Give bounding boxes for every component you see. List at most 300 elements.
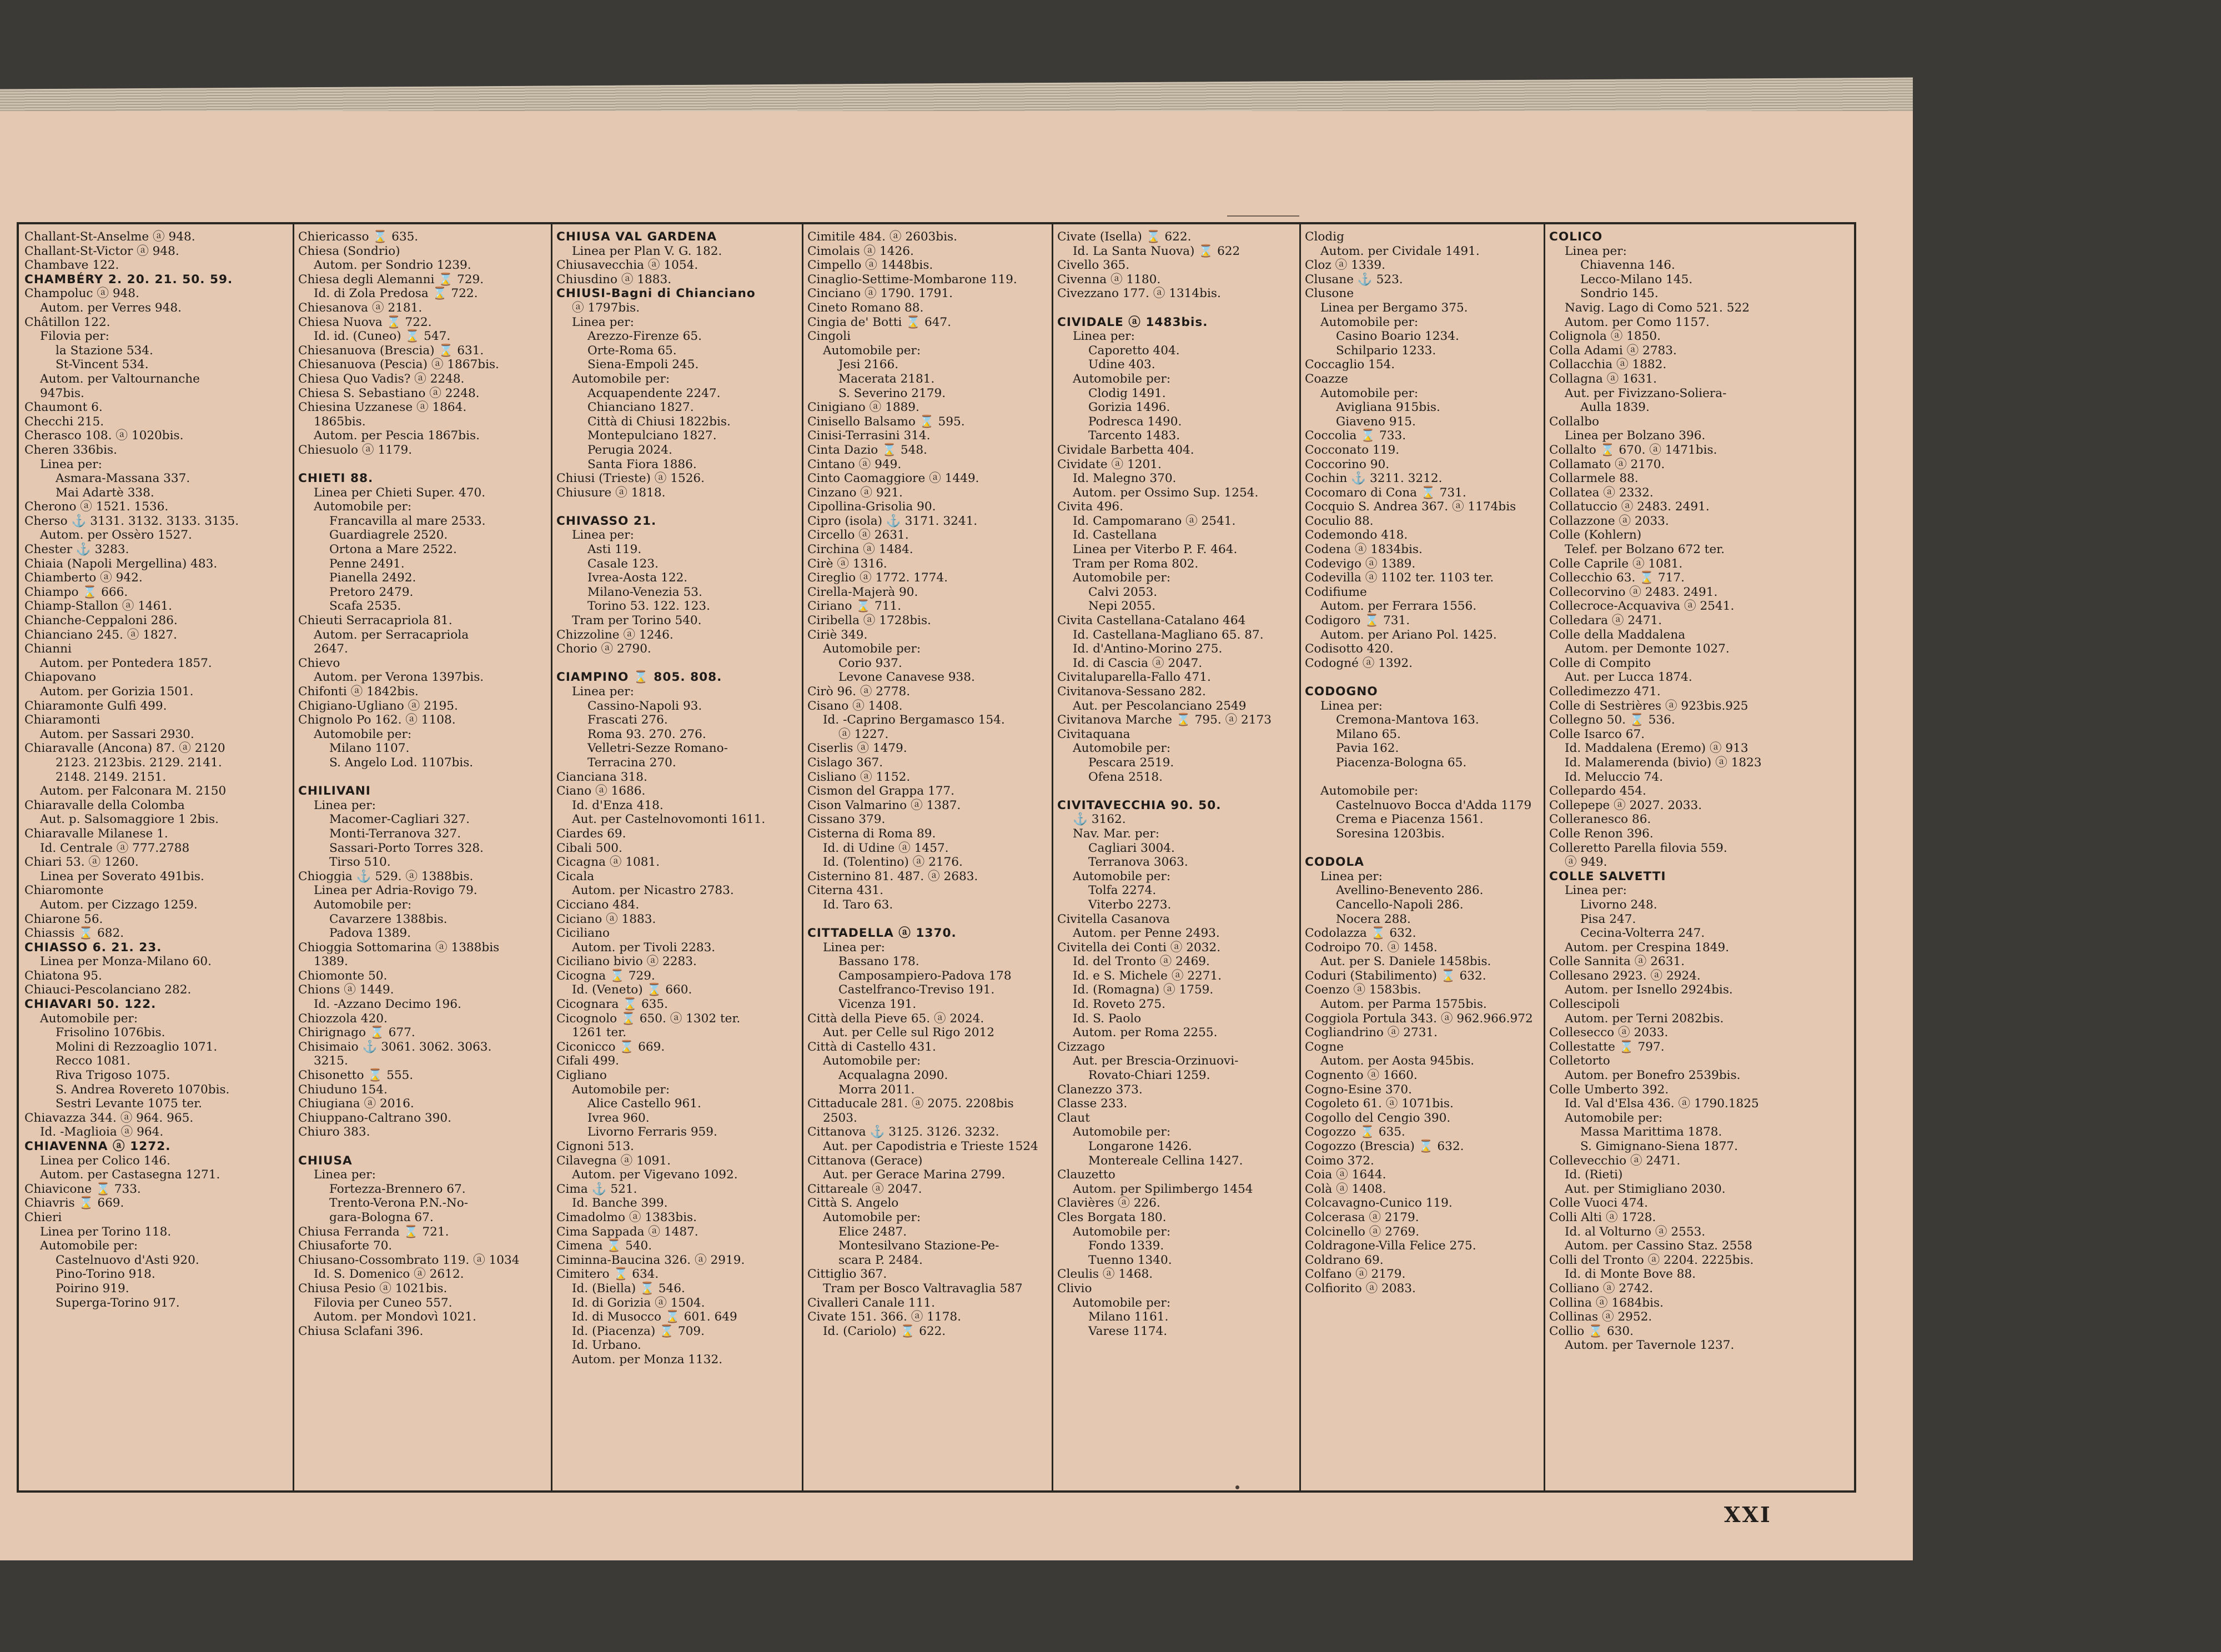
index-entry: Linea per: xyxy=(1320,869,1383,883)
index-entry: Cheren 336bis. xyxy=(24,443,117,457)
index-entry: Id. e S. Michele ⓐ 2271. xyxy=(1073,968,1222,983)
index-entry: 2148. 2149. 2151. xyxy=(56,770,167,784)
index-entry: Cittareale ⓐ 2047. xyxy=(807,1182,922,1196)
index-entry xyxy=(1057,784,1298,799)
index-entry: Linea per Adria-Rovigo 79. xyxy=(314,883,478,898)
index-entry: Chirignago ⌛ 677. xyxy=(298,1026,415,1040)
index-entry: Milano 1161. xyxy=(1088,1310,1169,1324)
index-entry: Terranova 3063. xyxy=(1088,855,1188,870)
index-entry: Id. Urbano. xyxy=(572,1338,641,1353)
index-entry: Colleranesco 86. xyxy=(1549,812,1651,827)
index-entry: Cingoli xyxy=(807,329,851,344)
index-entry: Linea per: xyxy=(823,940,885,955)
index-entry: Filovia per: xyxy=(40,329,109,344)
index-entry: Cicagna ⓐ 1081. xyxy=(556,855,660,870)
index-entry: Clodig 1491. xyxy=(1088,386,1166,400)
index-column-7 xyxy=(1549,230,1838,1486)
index-entry: Chiarone 56. xyxy=(24,912,103,926)
index-entry: St-Vincent 534. xyxy=(56,358,149,372)
index-entry: Cogne xyxy=(1305,1040,1344,1054)
index-entry: Chiesina Uzzanese ⓐ 1864. xyxy=(298,400,467,415)
index-entry: Automobile per: xyxy=(823,1210,921,1224)
index-entry: Montepulciano 1827. xyxy=(587,429,717,443)
index-entry: S. Gimignano-Siena 1877. xyxy=(1580,1139,1738,1153)
index-entry: Colli Alti ⓐ 1728. xyxy=(1549,1210,1656,1224)
index-entry: Automobile per: xyxy=(1073,741,1171,756)
index-entry: Colfano ⓐ 2179. xyxy=(1305,1267,1406,1282)
index-entry: Clusane ⚓ 523. xyxy=(1305,272,1403,287)
index-entry: ⚓ 3162. xyxy=(1073,812,1126,827)
index-entry: Colledimezzo 471. xyxy=(1549,685,1661,699)
index-entry: Codisotto 420. xyxy=(1305,642,1394,656)
index-entry: Id. di Gorizia ⓐ 1504. xyxy=(572,1296,705,1310)
index-entry: Terracina 270. xyxy=(587,755,676,770)
index-entry: Citerna 431. xyxy=(807,883,883,898)
index-entry: Collina ⓐ 1684bis. xyxy=(1549,1296,1664,1310)
index-entry: Chianche-Ceppaloni 286. xyxy=(24,614,178,628)
index-entry: Cingia de' Botti ⌛ 647. xyxy=(807,315,952,329)
index-entry: Pavia 162. xyxy=(1336,741,1399,756)
index-entry: Massa Marittima 1878. xyxy=(1580,1125,1722,1139)
index-entry: Cintano ⓐ 949. xyxy=(807,457,902,471)
index-entry: Chiusa Ferranda ⌛ 721. xyxy=(298,1224,449,1239)
index-entry: Id. (Piacenza) ⌛ 709. xyxy=(572,1324,705,1338)
column-divider xyxy=(802,224,803,1490)
index-entry: Id. Banche 399. xyxy=(572,1196,668,1211)
index-entry: Cleulis ⓐ 1468. xyxy=(1057,1267,1153,1282)
index-entry: Cittaducale 281. ⓐ 2075. 2208bis xyxy=(807,1097,1014,1111)
index-entry xyxy=(1305,841,1541,856)
index-entry: Linea per Chieti Super. 470. xyxy=(314,485,486,500)
index-entry: Cittanova (Gerace) xyxy=(807,1153,923,1168)
index-entry: Chiaromonte xyxy=(24,883,104,898)
index-entry: Aut. per Celle sul Rigo 2012 xyxy=(823,1026,995,1040)
index-entry: Cinisi-Terrasini 314. xyxy=(807,429,931,443)
index-entry: Cogoleto 61. ⓐ 1071bis. xyxy=(1305,1097,1454,1111)
index-entry: Autom. per Crespina 1849. xyxy=(1565,940,1730,955)
index-entry: Chisimaio ⚓ 3061. 3062. 3063. xyxy=(298,1040,492,1054)
index-entry: Autom. per Demonte 1027. xyxy=(1565,642,1730,656)
index-entry: Pino-Torino 918. xyxy=(56,1267,155,1282)
index-entry: Civitella Casanova xyxy=(1057,912,1170,926)
index-entry xyxy=(298,770,548,785)
index-entry: Chignolo Po 162. ⓐ 1108. xyxy=(298,713,456,727)
index-entry: Montesilvano Stazione-Pe- xyxy=(838,1239,999,1253)
index-entry: scara P. 2484. xyxy=(838,1253,923,1267)
index-entry: Cittanova ⚓ 3125. 3126. 3232. xyxy=(807,1125,999,1139)
index-entry: Chiesanuova (Brescia) ⌛ 631. xyxy=(298,343,484,358)
index-entry: Avigliana 915bis. xyxy=(1336,400,1440,415)
index-entry: Macerata 2181. xyxy=(838,371,935,386)
page-number: XXI xyxy=(1724,1502,1772,1527)
index-heading: CITTADELLA ⓐ 1370. xyxy=(807,926,957,941)
index-entry: Civate 151. 366. ⓐ 1178. xyxy=(807,1310,961,1324)
index-entry: Aut. p. Salsomaggiore 1 2bis. xyxy=(40,812,219,827)
index-entry: Automobile per: xyxy=(572,371,670,386)
index-entry: Codena ⓐ 1834bis. xyxy=(1305,543,1423,557)
index-entry: Acquapendente 2247. xyxy=(587,386,721,400)
index-entry: Siena-Empoli 245. xyxy=(587,358,699,372)
index-entry: Automobile per: xyxy=(572,1082,670,1097)
index-entry: Claut xyxy=(1057,1111,1090,1125)
index-entry: Chiericasso ⌛ 635. xyxy=(298,230,419,244)
index-entry: Id. di Udine ⓐ 1457. xyxy=(823,841,949,855)
index-entry: Chifonti ⓐ 1842bis. xyxy=(298,685,419,699)
index-entry: Chianciano 245. ⓐ 1827. xyxy=(24,627,177,642)
index-entry: Giaveno 915. xyxy=(1336,414,1416,429)
index-entry: Collinas ⓐ 2952. xyxy=(1549,1310,1652,1324)
index-entry: Autom. per Cizzago 1259. xyxy=(40,897,198,912)
index-entry: Colignola ⓐ 1850. xyxy=(1549,329,1661,344)
index-entry: Automobile per: xyxy=(1073,869,1171,883)
index-entry: Chiusavecchia ⓐ 1054. xyxy=(556,258,699,273)
index-entry: Linea per: xyxy=(572,315,634,329)
index-entry: Cassino-Napoli 93. xyxy=(587,699,702,713)
index-entry: Livorno 248. xyxy=(1580,897,1657,912)
index-entry: Chiaia (Napoli Mergellina) 483. xyxy=(24,556,218,571)
index-entry: Cimitile 484. ⓐ 2603bis. xyxy=(807,230,957,244)
index-entry: Autom. per Parma 1575bis. xyxy=(1320,997,1487,1012)
index-entry: Collatuccio ⓐ 2483. 2491. xyxy=(1549,500,1710,514)
index-entry: Camposampiero-Padova 178 xyxy=(838,968,1012,983)
index-entry: ⓐ 949. xyxy=(1565,855,1607,870)
index-entry: ⓐ 1797bis. xyxy=(572,300,640,315)
index-entry: Civitaluparella-Fallo 471. xyxy=(1057,670,1211,685)
index-entry: Autom. per Serracapriola xyxy=(314,627,469,642)
index-entry: 2123. 2123bis. 2129. 2141. xyxy=(56,755,222,770)
index-entry: Id. (Biella) ⌛ 546. xyxy=(572,1281,685,1296)
index-entry: Asti 119. xyxy=(587,543,642,557)
index-entry: Ciserlis ⓐ 1479. xyxy=(807,741,907,756)
index-entry: Macomer-Cagliari 327. xyxy=(329,812,470,827)
index-entry: Coazze xyxy=(1305,371,1348,386)
index-entry: Tirso 510. xyxy=(329,855,391,870)
index-entry: Autom. per Cassino Staz. 2558 xyxy=(1565,1239,1752,1253)
index-entry: Collalbo xyxy=(1549,414,1599,429)
index-entry: Autom. per Penne 2493. xyxy=(1073,926,1220,941)
index-entry: Collepardo 454. xyxy=(1549,784,1646,799)
index-entry: Id. (Rieti) xyxy=(1565,1168,1623,1182)
index-entry: Collevecchio ⓐ 2471. xyxy=(1549,1153,1681,1168)
index-entry: Chiesa S. Sebastiano ⓐ 2248. xyxy=(298,386,480,400)
index-entry: Id. S. Paolo xyxy=(1073,1011,1142,1026)
index-heading: CHIVASSO 21. xyxy=(556,514,657,528)
index-entry: Autom. per Castasegna 1271. xyxy=(40,1168,220,1182)
index-entry: Chiusa Sclafani 396. xyxy=(298,1324,424,1338)
index-entry xyxy=(556,500,800,514)
index-entry: Chiusaforte 70. xyxy=(298,1239,393,1253)
index-entry: Chiaramonte Gulfi 499. xyxy=(24,699,167,713)
index-entry: Perugia 2024. xyxy=(587,443,672,457)
index-entry: Id. d'Antino-Morino 275. xyxy=(1073,642,1223,656)
index-entry: Automobile per: xyxy=(314,500,412,514)
index-entry: Id. (Romagna) ⓐ 1759. xyxy=(1073,983,1214,997)
column-divider xyxy=(551,224,552,1490)
index-entry: Fortezza-Brennero 67. xyxy=(329,1182,466,1196)
index-entry: Colà ⓐ 1408. xyxy=(1305,1182,1386,1196)
index-entry: Cocomaro di Cona ⌛ 731. xyxy=(1305,485,1466,500)
index-entry: Cilavegna ⓐ 1091. xyxy=(556,1153,671,1168)
index-entry: Chieri xyxy=(24,1210,62,1224)
index-entry: Cicciano 484. xyxy=(556,897,640,912)
index-entry: Codemondo 418. xyxy=(1305,528,1408,543)
index-entry: Chiesa (Sondrio) xyxy=(298,244,400,258)
index-entry: Coenzo ⓐ 1583bis. xyxy=(1305,983,1421,997)
index-entry: Cogno-Esine 370. xyxy=(1305,1082,1412,1097)
index-entry: Frascati 276. xyxy=(587,713,668,727)
index-entry: Piacenza-Bologna 65. xyxy=(1336,755,1467,770)
index-entry: Colli del Tronto ⓐ 2204. 2225bis. xyxy=(1549,1253,1754,1267)
index-heading: COLLE SALVETTI xyxy=(1549,869,1666,883)
index-entry: Varese 1174. xyxy=(1088,1324,1168,1338)
index-column-4 xyxy=(807,230,1049,1486)
index-entry: Chiatona 95. xyxy=(24,968,102,983)
index-entry: Codifiume xyxy=(1305,585,1367,599)
index-entry: Linea per: xyxy=(1320,699,1383,713)
index-entry: Cles Borgata 180. xyxy=(1057,1210,1167,1224)
index-entry: Cisano ⓐ 1408. xyxy=(807,699,903,713)
index-entry: Châtillon 122. xyxy=(24,315,110,329)
index-heading: CHIUSI-Bagni di Chianciano xyxy=(556,287,756,301)
index-entry: Chizzoline ⓐ 1246. xyxy=(556,627,674,642)
index-column-3 xyxy=(556,230,800,1486)
index-entry: Calvi 2053. xyxy=(1088,585,1158,599)
index-entry: Cavarzere 1388bis. xyxy=(329,912,448,926)
index-entry: 1261 ter. xyxy=(572,1026,627,1040)
index-entry: Linea per: xyxy=(1565,883,1627,898)
index-entry: Automobile per: xyxy=(1073,371,1171,386)
index-entry: ⓐ 1227. xyxy=(838,727,889,741)
index-entry: Automobile per: xyxy=(823,343,921,358)
index-entry: Colle della Maddalena xyxy=(1549,627,1686,642)
index-entry: Cinta Dazio ⌛ 548. xyxy=(807,443,927,457)
index-entry: Linea per: xyxy=(40,457,102,471)
index-entry: Linea per Soverato 491bis. xyxy=(40,869,204,883)
index-entry: Avellino-Benevento 286. xyxy=(1336,883,1484,898)
index-entry: Bassano 178. xyxy=(838,955,919,969)
index-entry: Colliano ⓐ 2742. xyxy=(1549,1281,1654,1296)
index-entry: Poirino 919. xyxy=(56,1281,129,1296)
index-entry: Automobile per: xyxy=(823,1054,921,1068)
index-entry: Circello ⓐ 2631. xyxy=(807,528,909,543)
index-entry: Linea per: xyxy=(314,1168,376,1182)
index-entry: Cogozzo ⌛ 635. xyxy=(1305,1125,1405,1139)
index-entry: Aut. per S. Daniele 1458bis. xyxy=(1320,955,1491,969)
index-entry: Pescara 2519. xyxy=(1088,755,1174,770)
index-entry: Chambave 122. xyxy=(24,258,119,273)
index-entry: Linea per: xyxy=(1073,329,1135,344)
index-entry: Cogozzo (Brescia) ⌛ 632. xyxy=(1305,1139,1464,1153)
index-entry: Chiusdino ⓐ 1883. xyxy=(556,272,672,287)
index-entry: Cifali 499. xyxy=(556,1054,620,1068)
index-entry: Linea per Plan V. G. 182. xyxy=(572,244,722,258)
index-entry: Colle Isarco 67. xyxy=(1549,727,1645,741)
index-entry: Chiusano-Cossombrato 119. ⓐ 1034 xyxy=(298,1253,520,1267)
index-entry: Vicenza 191. xyxy=(838,997,917,1012)
index-entry: Asmara-Massana 337. xyxy=(56,471,190,486)
index-entry: Id. Val d'Elsa 436. ⓐ 1790.1825 xyxy=(1565,1097,1759,1111)
index-entry: Linea per: xyxy=(314,798,376,812)
index-entry: Cinigiano ⓐ 1889. xyxy=(807,400,919,415)
index-entry: Cinisello Balsamo ⌛ 595. xyxy=(807,414,965,429)
index-entry: Aut. per Lucca 1874. xyxy=(1565,670,1692,685)
index-entry: Linea per Torino 118. xyxy=(40,1224,172,1239)
index-entry: Chiapovano xyxy=(24,670,97,685)
index-entry: Chorio ⓐ 2790. xyxy=(556,642,651,656)
index-entry: Cherso ⚓ 3131. 3132. 3133. 3135. xyxy=(24,514,239,528)
index-entry: Chieuti Serracapriola 81. xyxy=(298,614,453,628)
index-entry: Id. Maddalena (Eremo) ⓐ 913 xyxy=(1565,741,1748,756)
index-entry: Collazzone ⓐ 2033. xyxy=(1549,514,1669,528)
index-entry: Morra 2011. xyxy=(838,1082,915,1097)
index-heading: CHIAVENNA ⓐ 1272. xyxy=(24,1139,171,1153)
station-index-table xyxy=(17,222,1856,1493)
index-entry: Autom. per Isnello 2924bis. xyxy=(1565,983,1733,997)
index-entry: Coimo 372. xyxy=(1305,1153,1374,1168)
index-entry: Aut. per Castelnovomonti 1611. xyxy=(572,812,766,827)
index-entry: Id. (Cariolo) ⌛ 622. xyxy=(823,1324,946,1338)
index-entry: Civalleri Canale 111. xyxy=(807,1296,935,1310)
index-heading: COLICO xyxy=(1549,230,1603,244)
index-entry: Collamato ⓐ 2170. xyxy=(1549,457,1665,471)
index-entry: Colla Adami ⓐ 2783. xyxy=(1549,343,1677,358)
index-entry: Ciciano ⓐ 1883. xyxy=(556,912,656,926)
index-entry: Ofena 2518. xyxy=(1088,770,1163,784)
index-entry: Collepepe ⓐ 2027. 2033. xyxy=(1549,798,1702,812)
index-entry: Arezzo-Firenze 65. xyxy=(587,329,702,344)
index-entry: Cimadolmo ⓐ 1383bis. xyxy=(556,1210,697,1224)
index-entry: Cima ⚓ 521. xyxy=(556,1182,637,1196)
index-entry: Classe 233. xyxy=(1057,1097,1128,1111)
index-entry: Cianciana 318. xyxy=(556,770,647,784)
index-entry: Clivio xyxy=(1057,1281,1092,1296)
index-entry: Cinaglio-Settime-Mombarone 119. xyxy=(807,272,1017,287)
index-entry: Elice 2487. xyxy=(838,1224,907,1239)
index-entry: Id. -Maglioia ⓐ 964. xyxy=(40,1125,164,1139)
index-entry: Pretoro 2479. xyxy=(329,585,414,599)
index-entry: Chiusi (Trieste) ⓐ 1526. xyxy=(556,471,705,486)
index-entry: Chiugiana ⓐ 2016. xyxy=(298,1097,414,1111)
index-entry: Chiesanova ⓐ 2181. xyxy=(298,300,423,315)
index-entry: Collacchia ⓐ 1882. xyxy=(1549,358,1667,372)
index-entry xyxy=(1057,301,1298,315)
index-entry: Cisliano ⓐ 1152. xyxy=(807,770,911,784)
index-entry: Sassari-Porto Torres 328. xyxy=(329,841,484,855)
index-entry: Autom. per Spilimbergo 1454 xyxy=(1073,1182,1253,1196)
index-entry: Coduri (Stabilimento) ⌛ 632. xyxy=(1305,968,1486,983)
index-entry: Cremona-Mantova 163. xyxy=(1336,713,1479,727)
index-entry: Viterbo 2273. xyxy=(1088,897,1172,912)
index-entry: Aut. per Stimigliano 2030. xyxy=(1565,1182,1726,1196)
index-entry: Chianciano 1827. xyxy=(587,400,694,415)
index-entry: Filovia per Cuneo 557. xyxy=(314,1296,453,1310)
index-entry: Id. Campomarano ⓐ 2541. xyxy=(1073,514,1236,528)
index-entry: Autom. per Falconara M. 2150 xyxy=(40,784,227,799)
index-entry: Linea per: xyxy=(572,528,634,543)
index-entry xyxy=(1305,770,1541,785)
index-entry: Colletorto xyxy=(1549,1054,1610,1068)
index-entry: Coccaglio 154. xyxy=(1305,358,1395,372)
index-entry: Coia ⓐ 1644. xyxy=(1305,1168,1386,1182)
index-entry: Automobile per: xyxy=(1320,386,1419,400)
index-entry: Chievo xyxy=(298,656,340,670)
index-entry xyxy=(1305,670,1541,685)
index-entry: Collio ⌛ 630. xyxy=(1549,1324,1634,1338)
index-entry: Checchi 215. xyxy=(24,414,104,429)
index-entry: Clavières ⓐ 226. xyxy=(1057,1196,1160,1211)
index-entry: Chiesa Quo Vadis? ⓐ 2248. xyxy=(298,371,465,386)
index-entry: Autom. per Sassari 2930. xyxy=(40,727,194,741)
index-entry: Autom. per Ossèro 1527. xyxy=(40,528,192,543)
index-column-1 xyxy=(24,230,290,1486)
index-entry: Cecina-Volterra 247. xyxy=(1580,926,1705,941)
index-entry: Cinto Caomaggiore ⓐ 1449. xyxy=(807,471,979,486)
index-entry: Ciriano ⌛ 711. xyxy=(807,599,902,614)
index-entry: Id. Meluccio 74. xyxy=(1565,770,1664,784)
index-entry: Castelnuovo Bocca d'Adda 1179 xyxy=(1336,798,1532,812)
column-divider xyxy=(293,224,294,1490)
index-entry: Cividale Barbetta 404. xyxy=(1057,443,1194,457)
book-page xyxy=(0,111,1913,1560)
index-entry: Penne 2491. xyxy=(329,556,405,571)
index-entry: Autom. per Verona 1397bis. xyxy=(314,670,484,685)
index-heading: CHAMBÉRY 2. 20. 21. 50. 59. xyxy=(24,272,233,287)
index-entry: Fondo 1339. xyxy=(1088,1239,1164,1253)
index-heading: CHIAVARI 50. 122. xyxy=(24,997,157,1012)
index-entry: Pianella 2492. xyxy=(329,571,416,585)
index-entry: Challant-St-Victor ⓐ 948. xyxy=(24,244,179,258)
index-entry: Linea per: xyxy=(1565,244,1627,258)
index-entry: Ortona a Mare 2522. xyxy=(329,543,457,557)
index-entry: Civitanova Marche ⌛ 795. ⓐ 2173 xyxy=(1057,713,1272,727)
index-entry: Cissano 379. xyxy=(807,812,886,827)
index-entry: Colle Sannita ⓐ 2631. xyxy=(1549,955,1685,969)
index-entry: Molini di Rezzoaglio 1071. xyxy=(56,1040,218,1054)
index-entry: Autom. per Nicastro 2783. xyxy=(572,883,734,898)
index-entry: Chianni xyxy=(24,642,72,656)
index-entry: Circhina ⓐ 1484. xyxy=(807,543,913,557)
index-entry: Sestri Levante 1075 ter. xyxy=(56,1097,202,1111)
index-entry: Mai Adartè 338. xyxy=(56,485,154,500)
index-entry: Cimena ⌛ 540. xyxy=(556,1239,652,1253)
index-entry: Colcavagno-Cunico 119. xyxy=(1305,1196,1453,1211)
index-entry: Chiampo ⌛ 666. xyxy=(24,585,128,599)
index-entry: Cagliari 3004. xyxy=(1088,841,1175,855)
index-entry: Id. Roveto 275. xyxy=(1073,997,1165,1012)
index-entry: Alice Castello 961. xyxy=(587,1097,701,1111)
index-entry: Cocconato 119. xyxy=(1305,443,1400,457)
index-entry: Id. -Azzano Decimo 196. xyxy=(314,997,461,1012)
index-entry: Colfiorito ⓐ 2083. xyxy=(1305,1281,1416,1296)
index-entry: Codevilla ⓐ 1102 ter. 1103 ter. xyxy=(1305,571,1494,585)
index-entry: Acqualagna 2090. xyxy=(838,1068,948,1083)
index-entry: Civezzano 177. ⓐ 1314bis. xyxy=(1057,287,1221,301)
index-entry: Codroipo 70. ⓐ 1458. xyxy=(1305,940,1438,955)
index-entry: Collesano 2923. ⓐ 2924. xyxy=(1549,968,1701,983)
index-entry: Autom. per Pontedera 1857. xyxy=(40,656,212,670)
index-entry: Rovato-Chiari 1259. xyxy=(1088,1068,1210,1083)
index-entry: Clodig xyxy=(1305,230,1344,244)
index-entry: Cipro (isola) ⚓ 3171. 3241. xyxy=(807,514,978,528)
index-column-6 xyxy=(1305,230,1541,1486)
index-entry: Tarcento 1483. xyxy=(1088,429,1180,443)
index-entry: Aulla 1839. xyxy=(1580,400,1650,415)
index-entry: Cima Sappada ⓐ 1487. xyxy=(556,1224,699,1239)
index-entry: Automobile per: xyxy=(314,897,412,912)
index-entry: Aut. per Brescia-Orzinuovi- xyxy=(1073,1054,1239,1068)
index-entry: Cividate ⓐ 1201. xyxy=(1057,457,1162,471)
index-entry: Castelnuovo d'Asti 920. xyxy=(56,1253,199,1267)
